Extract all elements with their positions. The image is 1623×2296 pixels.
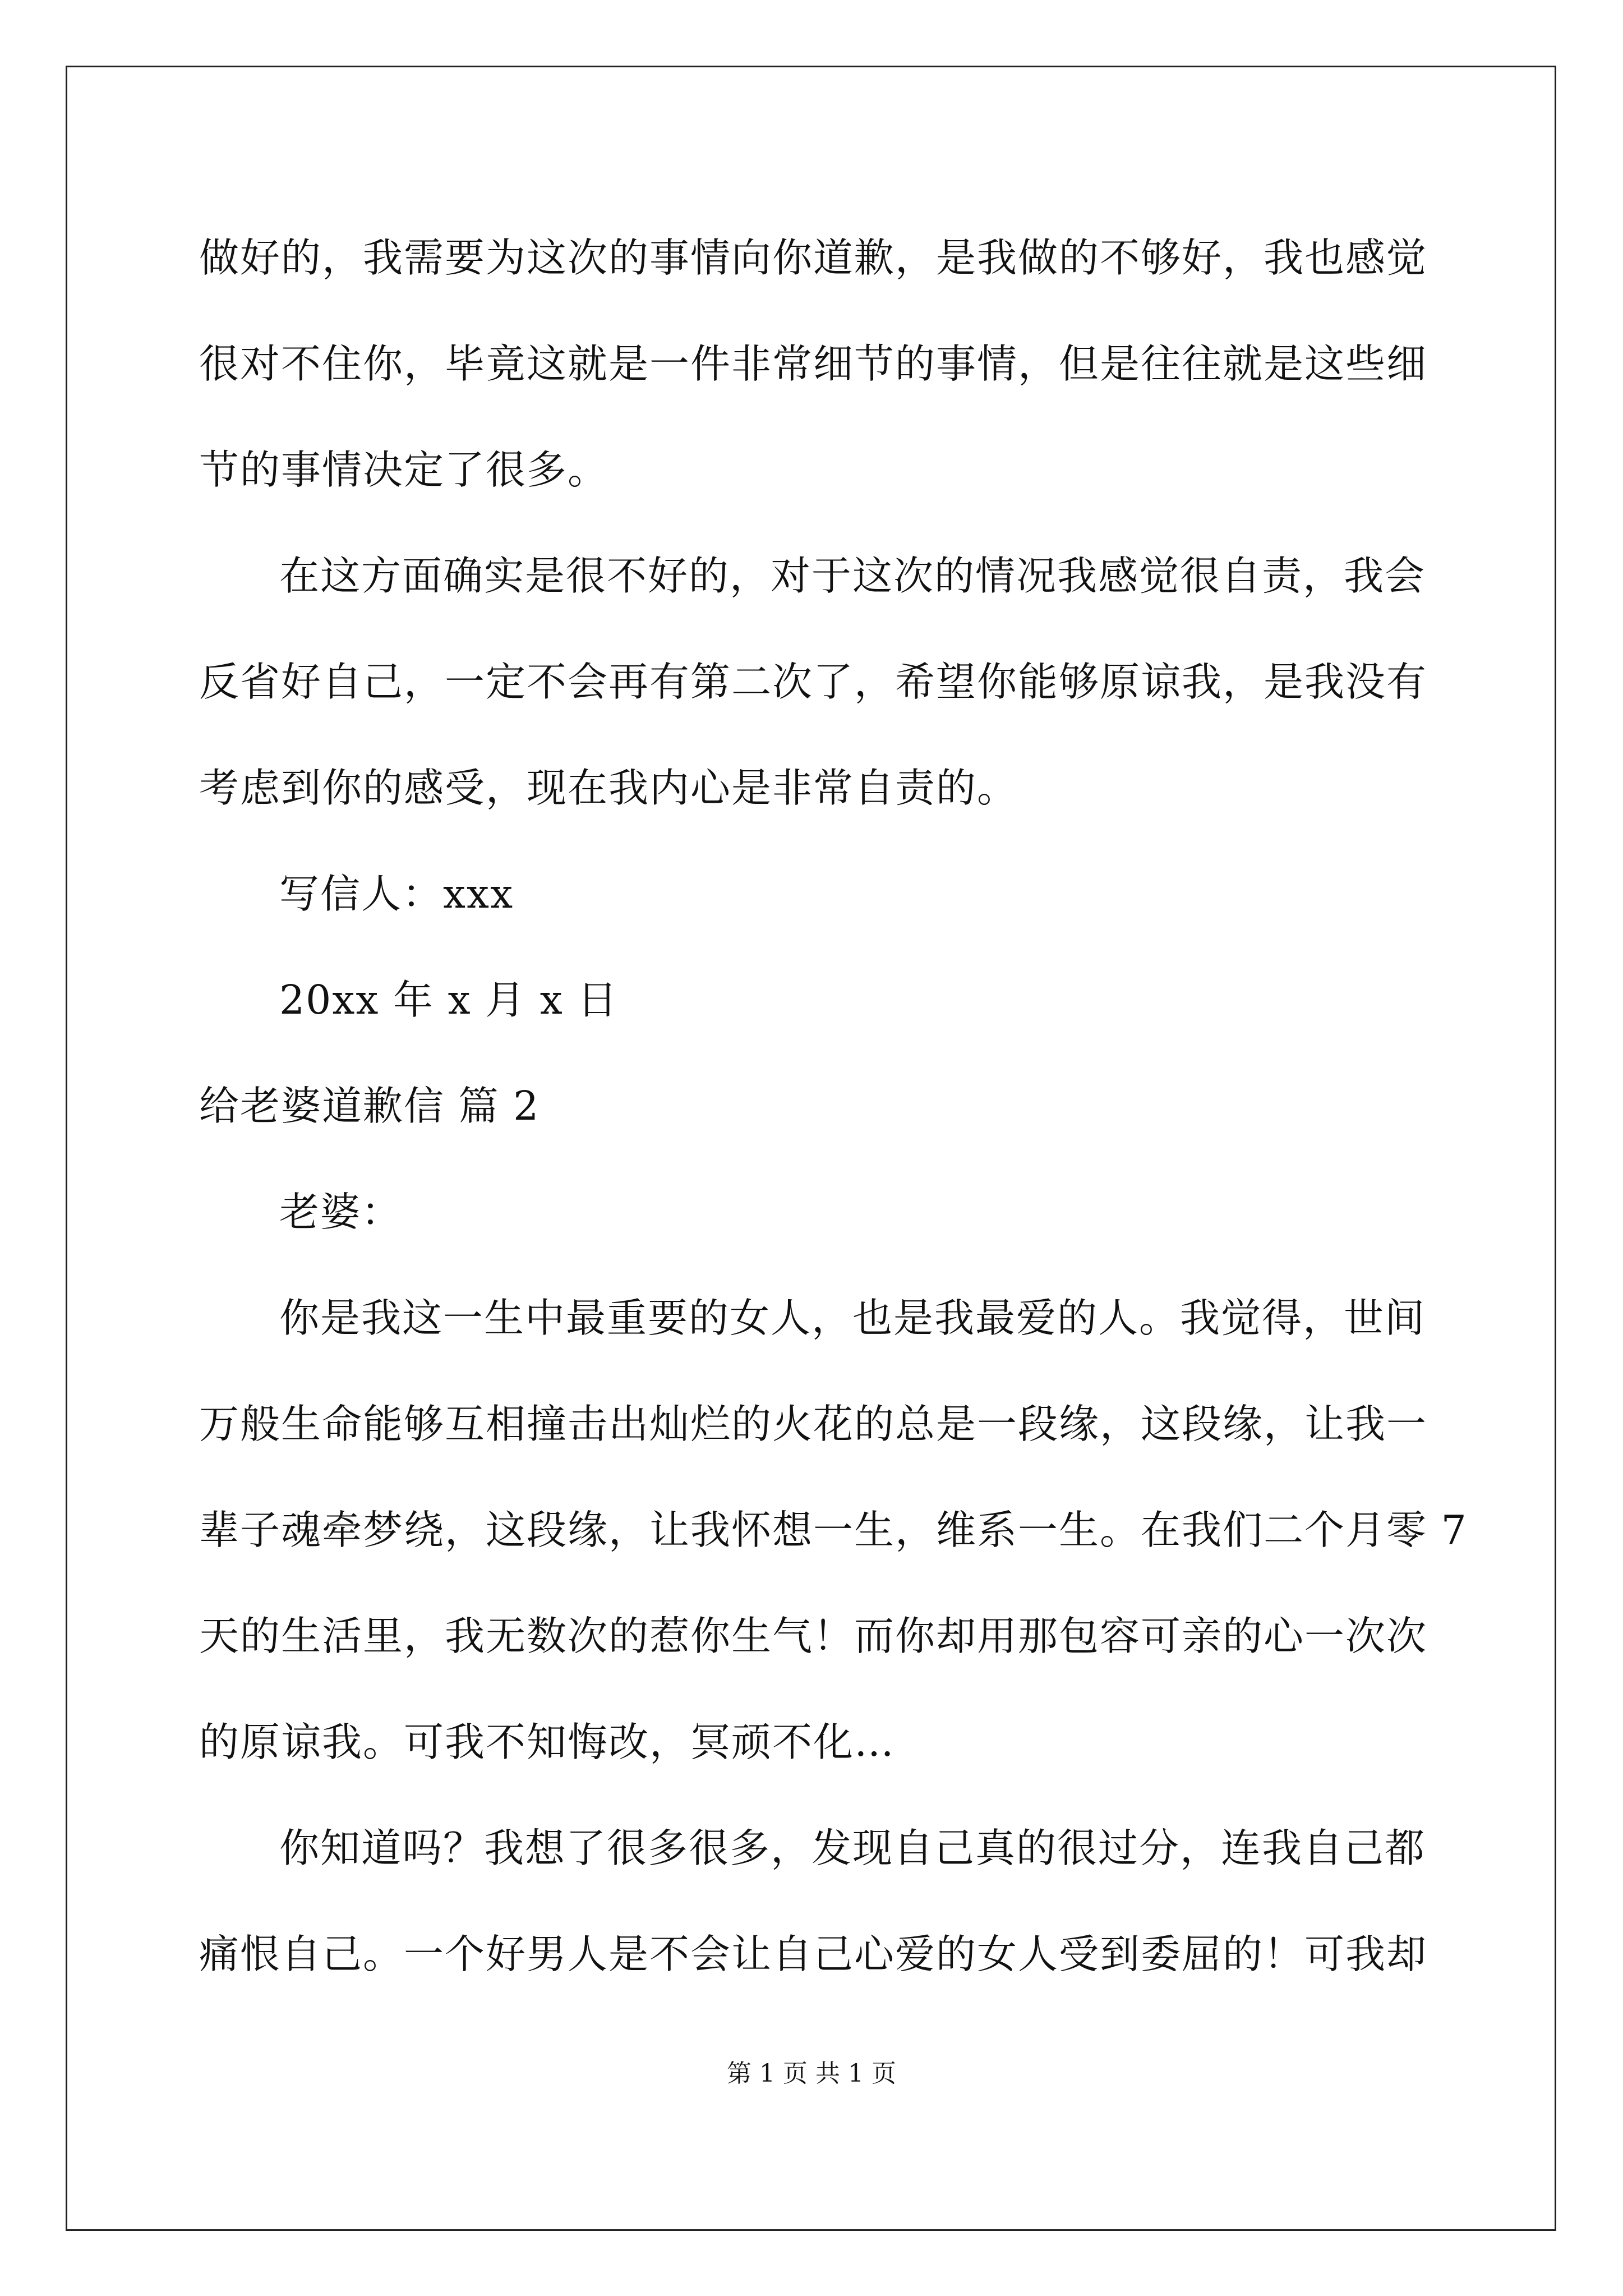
text-line: 老婆： bbox=[279, 1189, 403, 1235]
text-line: 给老婆道歉信 篇 2 bbox=[199, 1083, 540, 1129]
text-line: 在这方面确实是很不好的，对于这次的情况我感觉很自责，我会 bbox=[279, 553, 1426, 599]
text-line: 节的事情决定了很多。 bbox=[199, 447, 609, 493]
text-line: 很对不住你，毕竟这就是一件非常细节的事情，但是往往就是这些细 bbox=[199, 341, 1428, 387]
text-line: 痛恨自己。一个好男人是不会让自己心爱的女人受到委屈的！可我却 bbox=[199, 1931, 1428, 1977]
text-line: 天的生活里，我无数次的惹你生气！而你却用那包容可亲的心一次次 bbox=[199, 1613, 1428, 1659]
text-line: 的原谅我。可我不知悔改，冥顽不化… bbox=[199, 1719, 896, 1765]
text-line: 反省好自己，一定不会再有第二次了，希望你能够原谅我，是我没有 bbox=[199, 659, 1428, 705]
page-footer: 第 1 页 共 1 页 bbox=[727, 2059, 896, 2088]
text-line: 辈子魂牵梦绕，这段缘，让我怀想一生，维系一生。在我们二个月零 7 bbox=[199, 1507, 1468, 1553]
text-line: 写信人：xxx bbox=[279, 871, 514, 917]
document-body bbox=[199, 205, 1468, 2007]
text-line: 20xx 年 x 月 x 日 bbox=[279, 977, 619, 1023]
text-line: 你知道吗？我想了很多很多，发现自己真的很过分，连我自己都 bbox=[279, 1825, 1426, 1871]
text-line: 你是我这一生中最重要的女人，也是我最爱的人。我觉得，世间 bbox=[279, 1295, 1426, 1341]
text-line: 做好的，我需要为这次的事情向你道歉，是我做的不够好，我也感觉 bbox=[199, 234, 1428, 281]
text-line: 考虑到你的感受，现在我内心是非常自责的。 bbox=[199, 765, 1018, 811]
text-line: 万般生命能够互相撞击出灿烂的火花的总是一段缘，这段缘，让我一 bbox=[199, 1401, 1428, 1447]
